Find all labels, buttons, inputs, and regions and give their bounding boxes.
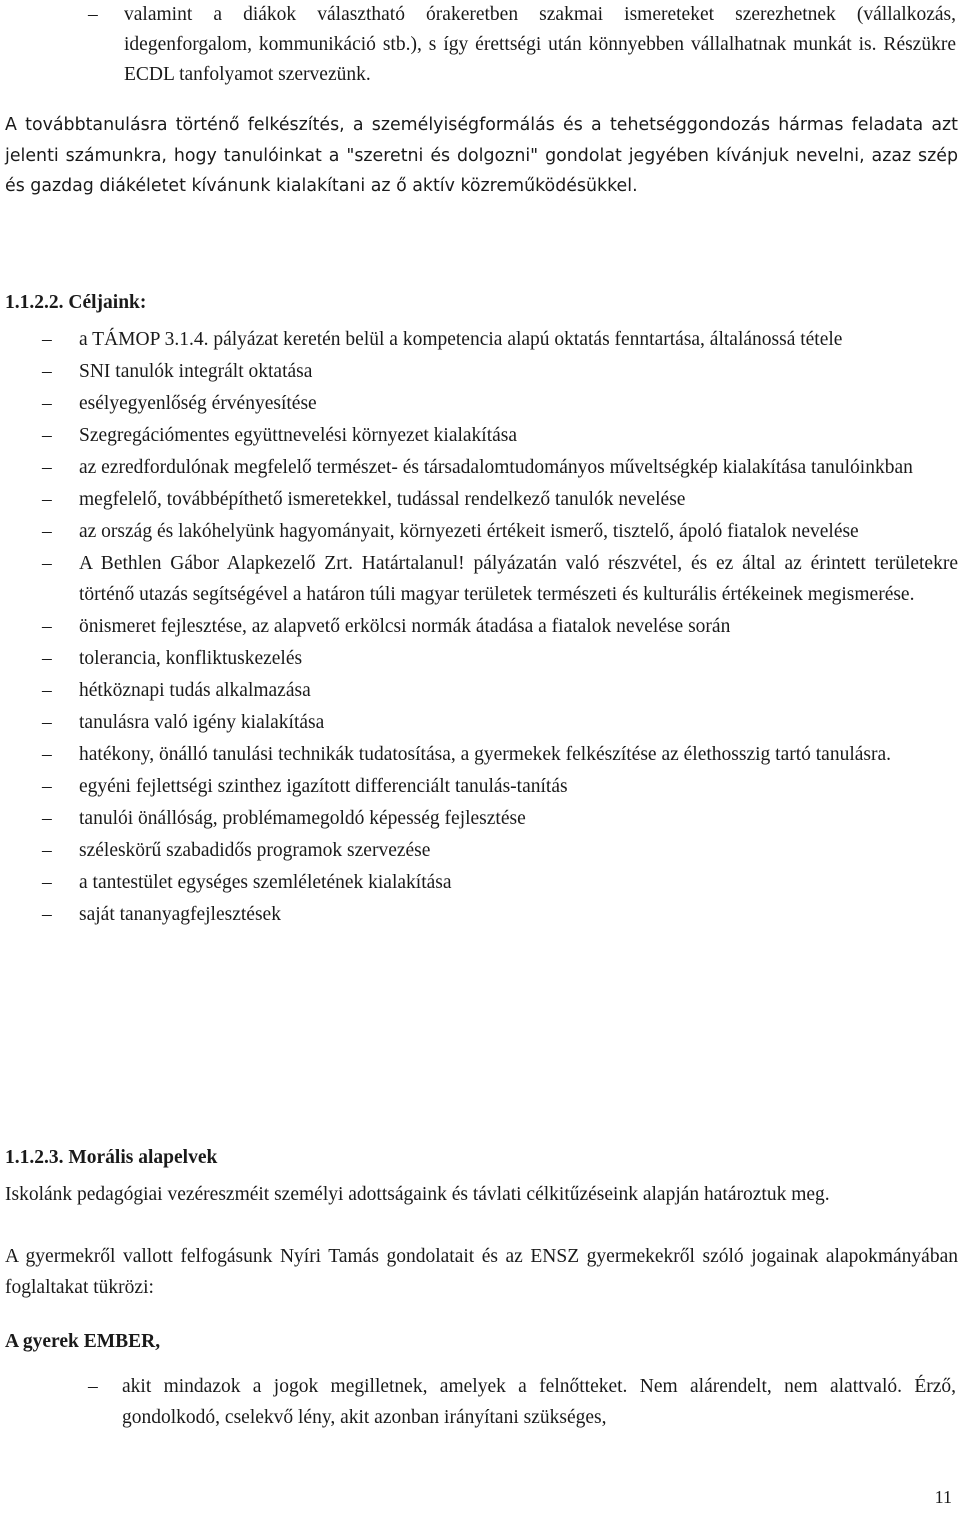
list-item — [5, 612, 958, 643]
section-heading-celjaink — [5, 288, 146, 318]
dash-bullet: – — [42, 393, 52, 414]
dash-bullet: – — [42, 743, 52, 765]
dash-bullet: – — [42, 871, 52, 893]
dash-bullet: – — [42, 457, 52, 478]
list-item-text: saját tananyagfejlesztések — [79, 903, 281, 925]
dash-bullet: – — [42, 425, 52, 446]
list-item — [5, 804, 958, 835]
section-number: 1.1.2.3. — [5, 1147, 64, 1168]
list-item-text: tanulói önállóság, problémamegoldó képesség fejlesztése — [79, 807, 526, 829]
list-item-text: hatékony, önálló tanulási technikák tudatosítása, a gyermekek felkészítése az élethosszig tartó tanulásra. — [79, 743, 892, 765]
list-item — [5, 453, 958, 484]
list-item — [5, 325, 958, 356]
list-item-text: hétköznapi tudás alkalmazása — [79, 679, 311, 701]
list-item — [44, 1372, 956, 1433]
dash-bullet: – — [88, 1376, 98, 1397]
list-item-text: akit mindazok a jogok megilletnek, amelyek a felnőtteket. Nem alárendelt, nem alattvaló. Érző, gondolkodó, cselekvő lény, akit azonban irányítani szükséges, — [122, 1376, 956, 1428]
list-item — [5, 900, 958, 931]
list-item — [5, 357, 958, 388]
list-item — [5, 421, 958, 452]
list-item — [5, 676, 958, 707]
section-title: Céljaink: — [68, 292, 147, 313]
list-item-text: az ezredfordulónak megfelelő természet- és társadalomtudományos műveltségkép kialakítása tanulóinkban — [79, 457, 913, 478]
intro-paragraph: A továbbtanulásra történő felkészítés, a személyiségformálás és a tehetséggondozás hármas feladata azt jelenti számunkra, hogy tanulóinkat a "szeretni és dolgozni" gondolat jegyében kívánjuk nevelni, azaz szép és gazdag diákéletet kívánunk kialakítani az ő aktív közreműködésükkel. — [5, 115, 958, 196]
list-item-text: a TÁMOP 3.1.4. pályázat keretén belül a kompetencia alapú oktatás fenntartása, általánossá tétele — [79, 329, 843, 350]
list-item-text: megfelelő, továbbépíthető ismeretekkel, tudással rendelkező tanulók nevelése — [79, 489, 686, 510]
list-item — [5, 389, 958, 420]
dash-bullet: – — [42, 839, 52, 861]
list-item-text: SNI tanulók integrált oktatása — [79, 361, 313, 382]
list-item — [44, 0, 956, 90]
list-item-text: tanulásra való igény kialakítása — [79, 711, 325, 733]
dash-bullet: – — [42, 903, 52, 925]
dash-bullet: – — [88, 4, 98, 25]
intro-dash-list — [44, 0, 956, 90]
dash-bullet: – — [42, 329, 52, 350]
list-item — [5, 740, 958, 771]
dash-bullet: – — [42, 679, 52, 701]
list-item-text: széleskörű szabadidős programok szervezése — [79, 839, 431, 861]
dash-bullet: – — [42, 553, 52, 574]
list-item — [5, 517, 958, 548]
section-heading-moralis — [5, 1143, 217, 1173]
list-item — [5, 836, 958, 867]
list-item-text: A Bethlen Gábor Alapkezelő Zrt. Határtalanul! pályázatán való részvétel, és ez által az érintett területekre történő utazás segítségével a határon túli magyar területek természeti és kulturális értékeinek megismerése. — [79, 553, 958, 605]
list-item-text: az ország és lakóhelyünk hagyományait, környezeti értékeit ismerő, tisztelő, ápoló fiatalok nevelése — [79, 521, 859, 542]
list-item-text: esélyegyenlőség érvényesítése — [79, 393, 317, 414]
goals-list — [5, 325, 958, 932]
dash-bullet: – — [42, 807, 52, 829]
list-item-text: Szegregációmentes együttnevelési környezet kialakítása — [79, 425, 518, 446]
dash-bullet: – — [42, 361, 52, 382]
gyerek-heading: A gyerek EMBER, — [5, 1331, 161, 1352]
list-item-text: valamint a diákok választható órakeretben szakmai ismereteket szerezhetnek (vállalkozás, idegenforgalom, kommunikáció stb.), s így érettségi után könnyebben vállalhatnak munkát is. Részükre ECDL tanfolyamot szervezünk. — [124, 4, 956, 85]
list-item — [5, 485, 958, 516]
dash-bullet: – — [42, 521, 52, 542]
list-item — [5, 772, 958, 803]
list-item-text: egyéni fejlettségi szinthez igazított differenciált tanulás-tanítás — [79, 775, 568, 797]
dash-bullet: – — [42, 615, 52, 637]
list-item — [5, 868, 958, 899]
list-item-text: tolerancia, konfliktuskezelés — [79, 647, 303, 669]
page-number: 11 — [934, 1487, 952, 1507]
moralis-paragraph-2: A gyermekről vallott felfogásunk Nyíri Tamás gondolatait és az ENSZ gyermekekről szóló jogainak alapokmányában foglaltakat tükrözi: — [5, 1246, 958, 1298]
dash-bullet: – — [42, 711, 52, 733]
section-title: Morális alapelvek — [68, 1147, 218, 1168]
dash-bullet: – — [42, 775, 52, 797]
list-item-text: a tantestület egységes szemléletének kialakítása — [79, 871, 452, 893]
list-item — [5, 708, 958, 739]
dash-bullet: – — [42, 489, 52, 510]
list-item — [5, 549, 958, 610]
list-item-text: önismeret fejlesztése, az alapvető erkölcsi normák átadása a fiatalok nevelése során — [79, 615, 731, 637]
list-item — [5, 644, 958, 675]
gyerek-dash-list — [44, 1372, 956, 1435]
moralis-paragraph-1: Iskolánk pedagógiai vezéreszméit személyi adottságaink és távlati célkitűzéseink alapján határoztuk meg. — [5, 1184, 830, 1205]
section-number: 1.1.2.2. — [5, 292, 64, 313]
dash-bullet: – — [42, 647, 52, 669]
